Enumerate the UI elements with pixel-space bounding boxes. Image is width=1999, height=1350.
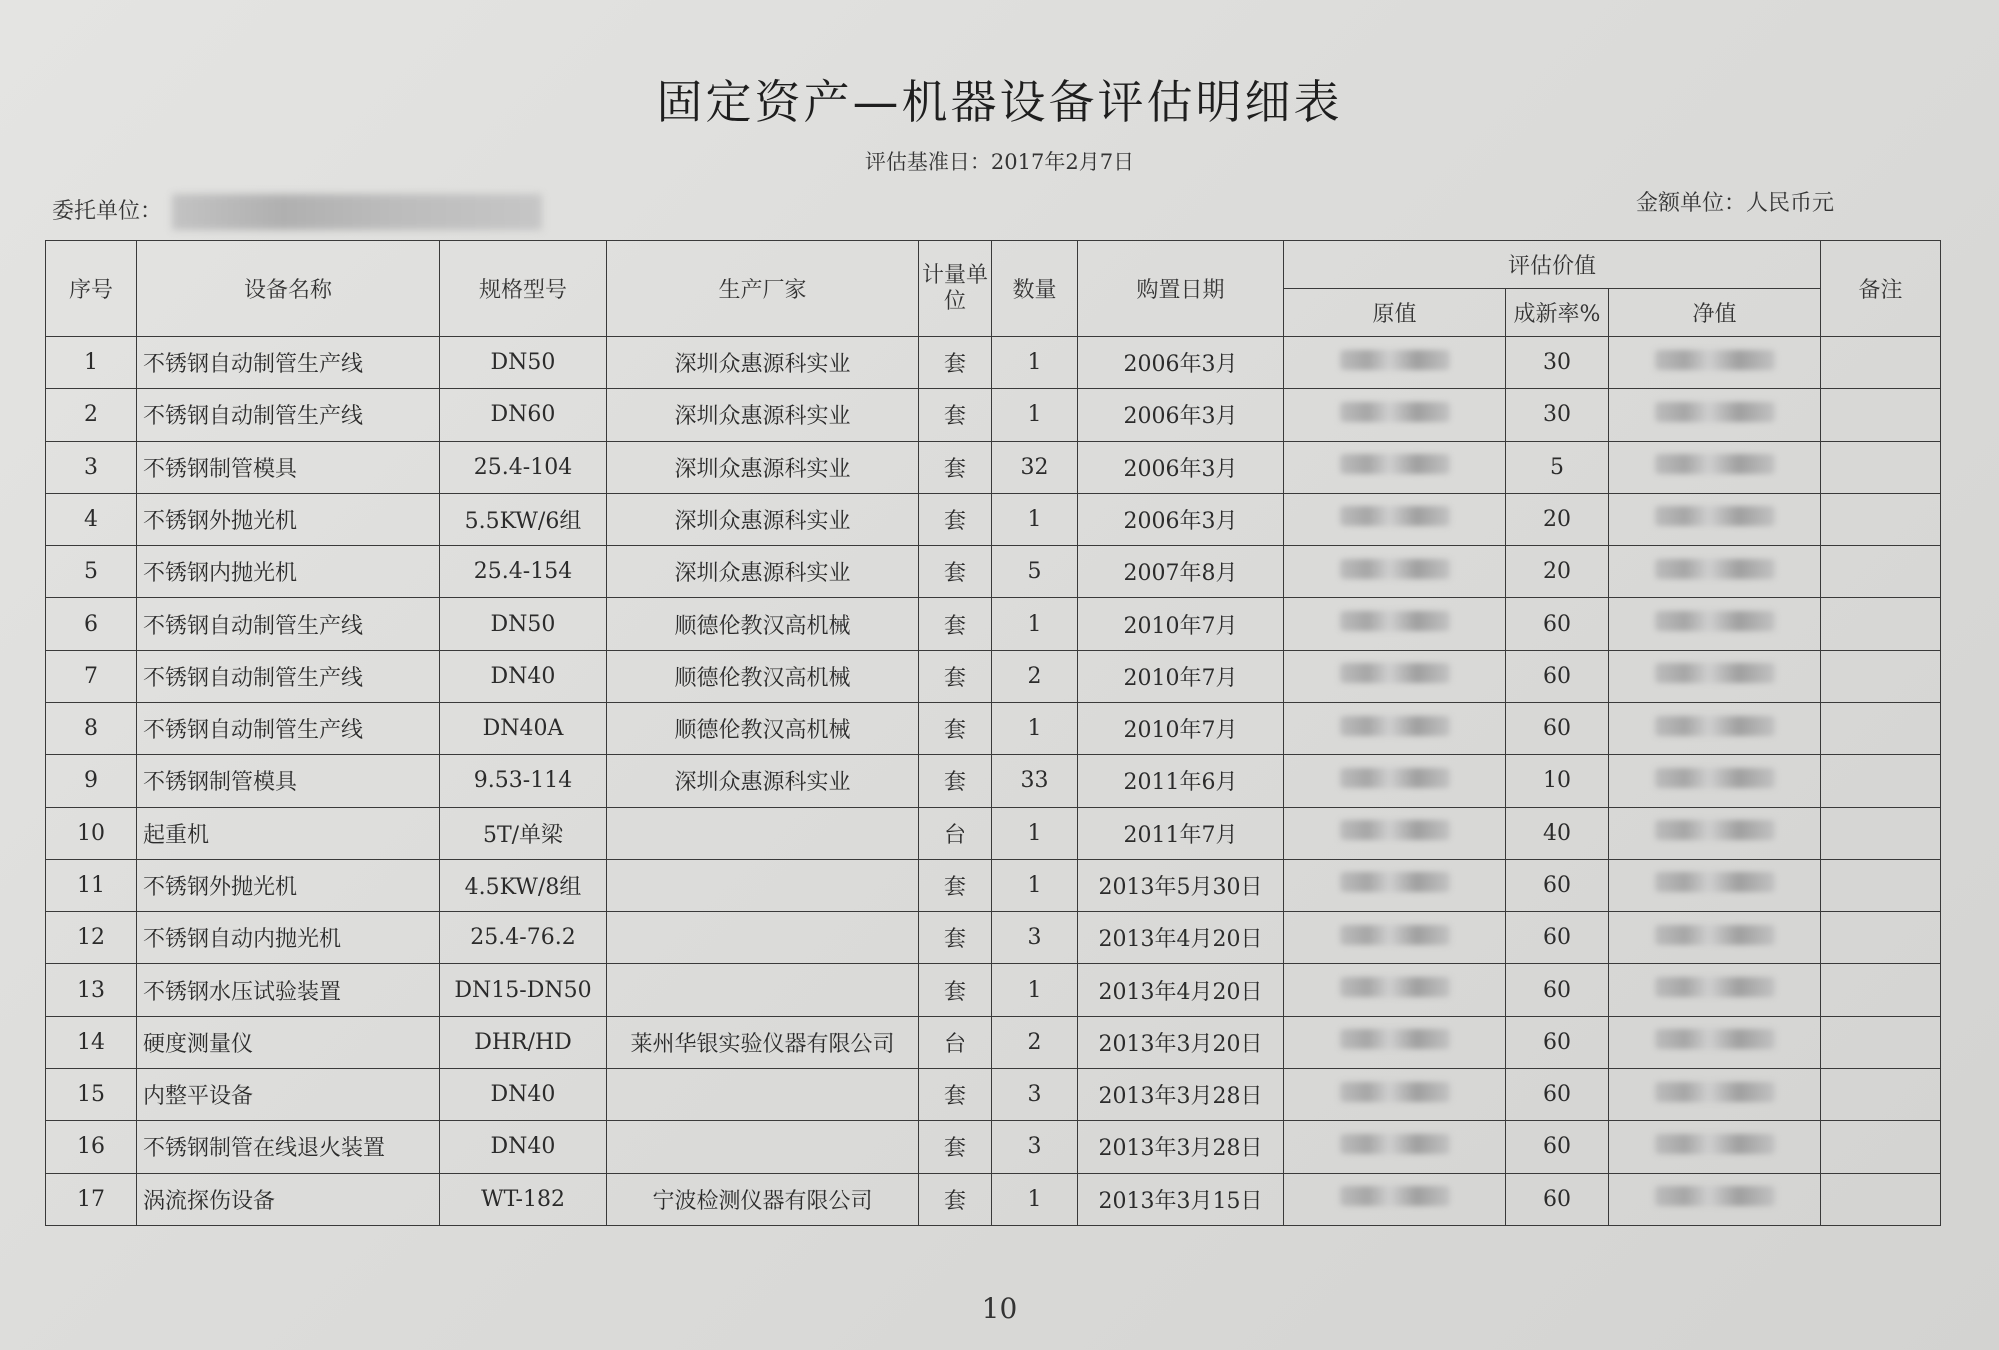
- cell-date: 2006年3月: [1078, 389, 1284, 441]
- cell-net-redacted: [1609, 755, 1821, 807]
- cell-unit: 套: [919, 493, 992, 545]
- table-row: [46, 807, 1941, 859]
- cell-remark: [1821, 441, 1941, 493]
- header-valuation: 评估价值: [1284, 241, 1821, 289]
- cell-date: 2011年6月: [1078, 755, 1284, 807]
- cell-maker: [607, 807, 919, 859]
- cell-seq: 6: [46, 598, 137, 650]
- table-row: [46, 650, 1941, 702]
- cell-net-redacted: [1609, 1121, 1821, 1173]
- cell-rate: 40: [1506, 807, 1609, 859]
- cell-net-redacted: [1609, 1068, 1821, 1120]
- header-seq: 序号: [46, 241, 137, 337]
- redacted-value: [1655, 977, 1775, 997]
- cell-date: 2007年8月: [1078, 546, 1284, 598]
- header-unit: 计量单位: [919, 241, 992, 337]
- cell-model: 4.5KW/8组: [440, 859, 607, 911]
- client-label: 委托单位：: [52, 199, 163, 224]
- cell-model: DN40A: [440, 702, 607, 754]
- cell-rate: 60: [1506, 650, 1609, 702]
- cell-original-redacted: [1284, 859, 1506, 911]
- cell-qty: 2: [992, 1016, 1078, 1068]
- cell-rate: 20: [1506, 493, 1609, 545]
- cell-net-redacted: [1609, 702, 1821, 754]
- cell-date: 2011年7月: [1078, 807, 1284, 859]
- cell-maker: [607, 1068, 919, 1120]
- redacted-value: [1655, 872, 1775, 892]
- redacted-value: [1340, 506, 1450, 526]
- header-qty: 数量: [992, 241, 1078, 337]
- cell-unit: 套: [919, 702, 992, 754]
- table-row: [46, 493, 1941, 545]
- cell-qty: 1: [992, 702, 1078, 754]
- cell-maker: [607, 964, 919, 1016]
- cell-seq: 3: [46, 441, 137, 493]
- redacted-value: [1340, 1134, 1450, 1154]
- cell-date: 2006年3月: [1078, 493, 1284, 545]
- cell-rate: 60: [1506, 1016, 1609, 1068]
- cell-seq: 12: [46, 912, 137, 964]
- cell-remark: [1821, 1173, 1941, 1226]
- cell-remark: [1821, 493, 1941, 545]
- cell-unit: 套: [919, 912, 992, 964]
- cell-maker: 顺德伦教汉高机械: [607, 702, 919, 754]
- redacted-value: [1340, 454, 1450, 474]
- cell-original-redacted: [1284, 1016, 1506, 1068]
- redacted-value: [1340, 872, 1450, 892]
- redacted-value: [1340, 663, 1450, 683]
- redacted-value: [1340, 820, 1450, 840]
- redacted-value: [1655, 716, 1775, 736]
- table-row: [46, 1173, 1941, 1226]
- redacted-value: [1655, 925, 1775, 945]
- redacted-value: [1655, 1029, 1775, 1049]
- cell-seq: 5: [46, 546, 137, 598]
- cell-unit: 套: [919, 546, 992, 598]
- cell-net-redacted: [1609, 493, 1821, 545]
- cell-model: DHR/HD: [440, 1016, 607, 1068]
- redacted-value: [1655, 1134, 1775, 1154]
- cell-rate: 60: [1506, 598, 1609, 650]
- header-original: 原值: [1284, 289, 1506, 337]
- cell-seq: 8: [46, 702, 137, 754]
- cell-unit: 台: [919, 807, 992, 859]
- cell-rate: 60: [1506, 859, 1609, 911]
- cell-maker: 深圳众惠源科实业: [607, 441, 919, 493]
- redacted-value: [1340, 716, 1450, 736]
- cell-model: 5.5KW/6组: [440, 493, 607, 545]
- cell-rate: 60: [1506, 1173, 1609, 1226]
- cell-maker: 顺德伦教汉高机械: [607, 598, 919, 650]
- redacted-value: [1655, 506, 1775, 526]
- redacted-client-name: [172, 194, 542, 230]
- table-row: [46, 441, 1941, 493]
- cell-seq: 16: [46, 1121, 137, 1173]
- cell-unit: 套: [919, 755, 992, 807]
- cell-maker: 宁波检测仪器有限公司: [607, 1173, 919, 1226]
- redacted-value: [1655, 350, 1775, 370]
- cell-remark: [1821, 1121, 1941, 1173]
- cell-model: DN40: [440, 1068, 607, 1120]
- cell-original-redacted: [1284, 1173, 1506, 1226]
- cell-maker: 顺德伦教汉高机械: [607, 650, 919, 702]
- cell-name: 不锈钢自动制管生产线: [137, 650, 440, 702]
- cell-qty: 1: [992, 807, 1078, 859]
- cell-seq: 13: [46, 964, 137, 1016]
- cell-name: 不锈钢自动制管生产线: [137, 702, 440, 754]
- cell-qty: 1: [992, 1173, 1078, 1226]
- cell-date: 2013年5月30日: [1078, 859, 1284, 911]
- cell-qty: 1: [992, 493, 1078, 545]
- cell-seq: 14: [46, 1016, 137, 1068]
- cell-unit: 套: [919, 389, 992, 441]
- cell-qty: 3: [992, 1121, 1078, 1173]
- cell-model: 25.4-76.2: [440, 912, 607, 964]
- cell-model: DN40: [440, 1121, 607, 1173]
- cell-original-redacted: [1284, 755, 1506, 807]
- redacted-value: [1655, 663, 1775, 683]
- cell-model: DN50: [440, 598, 607, 650]
- cell-seq: 11: [46, 859, 137, 911]
- header-net: 净值: [1609, 289, 1821, 337]
- cell-seq: 4: [46, 493, 137, 545]
- cell-qty: 33: [992, 755, 1078, 807]
- header-name: 设备名称: [137, 241, 440, 337]
- cell-model: DN50: [440, 337, 607, 389]
- cell-rate: 60: [1506, 1068, 1609, 1120]
- redacted-value: [1655, 611, 1775, 631]
- cell-maker: [607, 912, 919, 964]
- redacted-value: [1340, 350, 1450, 370]
- redacted-value: [1340, 1029, 1450, 1049]
- cell-name: 硬度测量仪: [137, 1016, 440, 1068]
- cell-original-redacted: [1284, 337, 1506, 389]
- table-body: [46, 337, 1941, 1226]
- cell-seq: 15: [46, 1068, 137, 1120]
- redacted-value: [1340, 977, 1450, 997]
- cell-rate: 10: [1506, 755, 1609, 807]
- cell-net-redacted: [1609, 598, 1821, 650]
- cell-rate: 30: [1506, 337, 1609, 389]
- cell-name: 不锈钢外抛光机: [137, 493, 440, 545]
- cell-maker: 莱州华银实验仪器有限公司: [607, 1016, 919, 1068]
- cell-unit: 套: [919, 1068, 992, 1120]
- cell-maker: 深圳众惠源科实业: [607, 337, 919, 389]
- cell-unit: 套: [919, 859, 992, 911]
- base-date: 评估基准日：2017年2月7日: [864, 150, 1135, 174]
- table-row: [46, 337, 1941, 389]
- cell-net-redacted: [1609, 337, 1821, 389]
- table-row: [46, 1016, 1941, 1068]
- cell-remark: [1821, 1016, 1941, 1068]
- cell-original-redacted: [1284, 1068, 1506, 1120]
- cell-unit: 套: [919, 964, 992, 1016]
- cell-date: 2013年4月20日: [1078, 964, 1284, 1016]
- cell-remark: [1821, 807, 1941, 859]
- redacted-value: [1655, 402, 1775, 422]
- document-title: 固定资产—机器设备评估明细表: [656, 75, 1343, 129]
- table-row: [46, 964, 1941, 1016]
- cell-remark: [1821, 389, 1941, 441]
- client-line: [52, 194, 542, 230]
- redacted-value: [1340, 1186, 1450, 1206]
- table-row: [46, 702, 1941, 754]
- cell-original-redacted: [1284, 912, 1506, 964]
- cell-maker: 深圳众惠源科实业: [607, 493, 919, 545]
- cell-model: 25.4-154: [440, 546, 607, 598]
- cell-net-redacted: [1609, 1173, 1821, 1226]
- cell-unit: 套: [919, 441, 992, 493]
- cell-net-redacted: [1609, 650, 1821, 702]
- cell-name: 不锈钢制管模具: [137, 441, 440, 493]
- cell-remark: [1821, 598, 1941, 650]
- cell-date: 2013年3月28日: [1078, 1068, 1284, 1120]
- header-model: 规格型号: [440, 241, 607, 337]
- table-row: [46, 859, 1941, 911]
- redacted-value: [1655, 1082, 1775, 1102]
- cell-rate: 60: [1506, 912, 1609, 964]
- redacted-value: [1340, 559, 1450, 579]
- cell-qty: 1: [992, 859, 1078, 911]
- cell-name: 不锈钢自动制管生产线: [137, 598, 440, 650]
- cell-unit: 套: [919, 337, 992, 389]
- cell-name: 不锈钢自动制管生产线: [137, 389, 440, 441]
- cell-name: 不锈钢水压试验装置: [137, 964, 440, 1016]
- cell-qty: 1: [992, 389, 1078, 441]
- cell-original-redacted: [1284, 1121, 1506, 1173]
- cell-model: 9.53-114: [440, 755, 607, 807]
- cell-name: 内整平设备: [137, 1068, 440, 1120]
- cell-model: DN40: [440, 650, 607, 702]
- header-date: 购置日期: [1078, 241, 1284, 337]
- cell-date: 2006年3月: [1078, 441, 1284, 493]
- cell-maker: 深圳众惠源科实业: [607, 389, 919, 441]
- table-row: [46, 546, 1941, 598]
- cell-rate: 60: [1506, 1121, 1609, 1173]
- header-remark: 备注: [1821, 241, 1941, 337]
- cell-remark: [1821, 1068, 1941, 1120]
- table-row: [46, 755, 1941, 807]
- cell-qty: 1: [992, 598, 1078, 650]
- cell-qty: 2: [992, 650, 1078, 702]
- cell-qty: 32: [992, 441, 1078, 493]
- cell-remark: [1821, 546, 1941, 598]
- redacted-value: [1655, 820, 1775, 840]
- cell-date: 2013年3月15日: [1078, 1173, 1284, 1226]
- cell-remark: [1821, 755, 1941, 807]
- cell-model: 5T/单梁: [440, 807, 607, 859]
- cell-model: WT-182: [440, 1173, 607, 1226]
- cell-name: 不锈钢制管在线退火装置: [137, 1121, 440, 1173]
- cell-original-redacted: [1284, 964, 1506, 1016]
- cell-rate: 60: [1506, 964, 1609, 1016]
- cell-date: 2013年4月20日: [1078, 912, 1284, 964]
- cell-date: 2010年7月: [1078, 702, 1284, 754]
- cell-maker: 深圳众惠源科实业: [607, 755, 919, 807]
- cell-net-redacted: [1609, 912, 1821, 964]
- cell-original-redacted: [1284, 389, 1506, 441]
- cell-original-redacted: [1284, 807, 1506, 859]
- page-number: 10: [981, 1292, 1018, 1325]
- redacted-value: [1340, 925, 1450, 945]
- cell-date: 2006年3月: [1078, 337, 1284, 389]
- redacted-value: [1340, 611, 1450, 631]
- cell-original-redacted: [1284, 598, 1506, 650]
- redacted-value: [1655, 1186, 1775, 1206]
- redacted-value: [1655, 454, 1775, 474]
- cell-seq: 2: [46, 389, 137, 441]
- redacted-value: [1340, 402, 1450, 422]
- cell-maker: 深圳众惠源科实业: [607, 546, 919, 598]
- cell-date: 2010年7月: [1078, 598, 1284, 650]
- table-row: [46, 912, 1941, 964]
- cell-seq: 7: [46, 650, 137, 702]
- cell-qty: 3: [992, 912, 1078, 964]
- cell-unit: 套: [919, 1173, 992, 1226]
- header-maker: 生产厂家: [607, 241, 919, 337]
- cell-rate: 5: [1506, 441, 1609, 493]
- cell-unit: 套: [919, 598, 992, 650]
- cell-date: 2013年3月20日: [1078, 1016, 1284, 1068]
- cell-maker: [607, 859, 919, 911]
- header-rate: 成新率%: [1506, 289, 1609, 337]
- cell-original-redacted: [1284, 702, 1506, 754]
- cell-unit: 套: [919, 650, 992, 702]
- cell-seq: 1: [46, 337, 137, 389]
- redacted-value: [1655, 768, 1775, 788]
- redacted-value: [1340, 768, 1450, 788]
- cell-net-redacted: [1609, 546, 1821, 598]
- cell-qty: 1: [992, 964, 1078, 1016]
- cell-name: 不锈钢制管模具: [137, 755, 440, 807]
- cell-name: 不锈钢内抛光机: [137, 546, 440, 598]
- cell-net-redacted: [1609, 859, 1821, 911]
- cell-qty: 5: [992, 546, 1078, 598]
- cell-net-redacted: [1609, 807, 1821, 859]
- cell-unit: 台: [919, 1016, 992, 1068]
- cell-name: 起重机: [137, 807, 440, 859]
- cell-net-redacted: [1609, 964, 1821, 1016]
- cell-name: 不锈钢自动内抛光机: [137, 912, 440, 964]
- table-row: [46, 1121, 1941, 1173]
- cell-rate: 30: [1506, 389, 1609, 441]
- cell-rate: 20: [1506, 546, 1609, 598]
- cell-original-redacted: [1284, 650, 1506, 702]
- cell-remark: [1821, 964, 1941, 1016]
- cell-original-redacted: [1284, 441, 1506, 493]
- cell-net-redacted: [1609, 389, 1821, 441]
- cell-unit: 套: [919, 1121, 992, 1173]
- currency-unit: 金额单位：人民币元: [1635, 191, 1834, 216]
- cell-remark: [1821, 702, 1941, 754]
- asset-table: [45, 240, 1941, 1226]
- cell-remark: [1821, 912, 1941, 964]
- cell-seq: 10: [46, 807, 137, 859]
- cell-net-redacted: [1609, 1016, 1821, 1068]
- cell-model: DN15-DN50: [440, 964, 607, 1016]
- cell-rate: 60: [1506, 702, 1609, 754]
- redacted-value: [1655, 559, 1775, 579]
- cell-remark: [1821, 337, 1941, 389]
- table-row: [46, 1068, 1941, 1120]
- cell-net-redacted: [1609, 441, 1821, 493]
- cell-seq: 9: [46, 755, 137, 807]
- table-row: [46, 389, 1941, 441]
- cell-name: 不锈钢自动制管生产线: [137, 337, 440, 389]
- redacted-value: [1340, 1082, 1450, 1102]
- cell-name: 涡流探伤设备: [137, 1173, 440, 1226]
- cell-date: 2010年7月: [1078, 650, 1284, 702]
- cell-model: 25.4-104: [440, 441, 607, 493]
- cell-maker: [607, 1121, 919, 1173]
- cell-seq: 17: [46, 1173, 137, 1226]
- cell-original-redacted: [1284, 546, 1506, 598]
- cell-qty: 1: [992, 337, 1078, 389]
- cell-qty: 3: [992, 1068, 1078, 1120]
- cell-model: DN60: [440, 389, 607, 441]
- cell-date: 2013年3月28日: [1078, 1121, 1284, 1173]
- cell-name: 不锈钢外抛光机: [137, 859, 440, 911]
- table-row: [46, 598, 1941, 650]
- cell-remark: [1821, 650, 1941, 702]
- cell-original-redacted: [1284, 493, 1506, 545]
- cell-remark: [1821, 859, 1941, 911]
